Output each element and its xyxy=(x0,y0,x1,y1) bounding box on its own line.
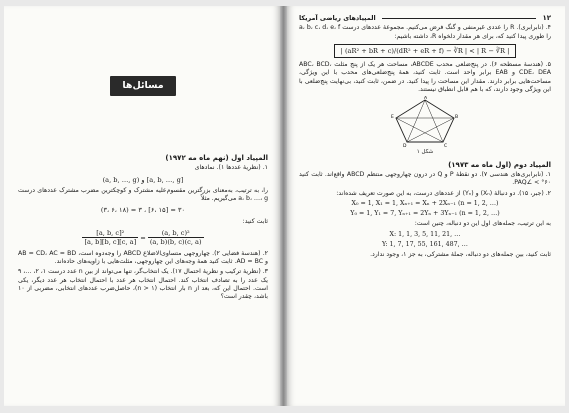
svg-text:D: D xyxy=(403,144,407,149)
sequence-y-definition: Y₀ = 1, Y₁ = 7, Yₙ₊₁ = 2Yₙ + 3Yₙ₋₁ (n = 1, 2, …) xyxy=(350,210,500,218)
figure-caption: شکل ۱ xyxy=(416,149,434,156)
problem-1-identity: $\frac{\text{[a, b, c]²}}{[a, b][b, c][c, a]}$ = $\frac{\text{(a, b, c)²}}{(a, b)(b, c)(c, a)}$ xyxy=(84,229,202,247)
page-number: ۱۲ xyxy=(542,14,551,22)
olympiad-1-title: المپیاد اول (نهم ماه مه ۱۹۷۲) xyxy=(165,154,268,162)
svg-text:A: A xyxy=(424,96,428,102)
identity-lhs: $\frac{\text{[a, b, c]²}}{[a, b][b, c][c, a]}$ xyxy=(84,229,137,247)
identity-rhs: $\frac{\text{(a, b, c)²}}{(a, b)(b, c)(c, a)}$ xyxy=(149,229,202,247)
sequence-y-terms: Y: 1, 7, 17, 55, 161, 487, … xyxy=(382,241,468,249)
sequence-x-terms: X: 1, 1, 3, 5, 11, 21, … xyxy=(389,230,461,238)
problem-1-heading: ۱. (نظریهٔ عددها ۱). نمادهای xyxy=(194,164,268,172)
pentagon-diagram xyxy=(390,96,460,148)
svg-text:B: B xyxy=(455,115,459,121)
sequence-x-definition: X₀ = 1, X₁ = 1, Xₙ₊₁ = Xₙ + 2Xₙ₋₁ (n = 1, 2, …) xyxy=(351,199,499,207)
problems-banner: مسائل‌ها xyxy=(110,76,176,96)
problem-3-text: ۳. (نظریهٔ ترکیب و نظریهٔ احتمال ۱۷). یک انتخاب‌گر، تنها می‌تواند از بین n عدد درست ۱، ۲، …، ۹ یک عدد را به تصادف انتخاب کند. احتمال انتخاب هر عدد با احتمال انتخاب هر عدد دیگر، یکی است. احتمال این که، بعد از n بار انتخاب (n > ۱)، حاصل‌ضرب عددهای انتخابی، مضربی از ۱۰ باشد، چقدر است؟ xyxy=(18,268,268,301)
problem-1-text: را، به ترتیب، به‌معنای بزرگترین مقسوم‌علیه مشترک و کوچکترین مضرب مشترک عددهای درست a، b، …، g می‌گیریم. مثلاً xyxy=(18,186,268,203)
right-page xyxy=(287,6,565,406)
svg-text:E: E xyxy=(391,115,394,121)
problem-4-formula: | (aR² + bR + c)/(dR² + eR + f) − ∛R | < | R − ∛R | xyxy=(299,44,551,58)
problem-1-prove: ثابت کنید: xyxy=(242,217,268,225)
problem-4-text: ۴. (نابرابری). R را عددی غیرمنفی و گنگ فرض می‌کنیم. مجموعهٔ عددهای درست a، b، c، d، e، f را طوری پیدا کنید که، برای هر مقدار دلخواه R، داشته باشیم: xyxy=(299,24,551,40)
header-rule xyxy=(382,18,537,19)
book-gutter xyxy=(280,6,287,406)
o2-problem-2-text-3: ثابت کنید، بین جمله‌های دو دنباله، جملهٔ مشترکی، به جز ۱، وجود ندارد. xyxy=(370,251,551,259)
problem-1-notation: (a, b, …, g) و [a, b, …, g] xyxy=(102,175,184,184)
pentagon-figure xyxy=(390,96,460,148)
olympiad-2-title: المپیاد دوم (اول ماه مه ۱۹۷۳) xyxy=(448,160,551,169)
running-title: المپیادهای ریاضی آمریکا xyxy=(299,14,376,22)
problem-2-text: ۲. (هندسهٔ فضایی ۲). چهاروجهی متساوی‌الاضلاع ABCD را وجه‌دوه است، AB = CD، AC = BD و AD = BC. ثابت کنید همهٔ وجه‌های این چهاروجهی، مثلث‌هایی با زاویه‌های حاده‌اند. xyxy=(18,249,268,265)
o2-problem-2-text-2: به این ترتیب، جمله‌های اول این دو دنباله، چنین است: xyxy=(414,220,551,228)
problem-5-text: ۵. (هندسهٔ مسطحه ۶). در پنج‌ضلعی محدب ABCDE، مساحت هر یک از پنج مثلث ABC، BCD، CDE، DEA و EAB برابر واحد است. ثابت کنید، همهٔ پنج‌ضلعی‌های محدب با این ویژگی، مساحت‌هایی برابر دارند. مقدار این مساحت را پیدا کنید. در ضمن، ثابت کنید، بی‌نهایت پنج‌ضلعی با این ویژگی وجود دارند، که با هم قابل انطباق نیستند. xyxy=(299,61,551,94)
o2-problem-1-text: ۱. (نابرابری‌های هندسی ۷). دو نقطهٔ P و Q در درون چهاروجهی منتظم ABCD واقع‌اند. ثابت کنید PAQ∠ < °۶۰. xyxy=(299,170,551,187)
running-header xyxy=(299,14,551,24)
o2-problem-2-text: ۲. (جبر، ۱۵). دو دنبالهٔ (Xₙ) و (Yₙ) از عددهای درست، به این صورت تعریف شده‌اند: xyxy=(336,189,551,197)
problem-1-example: (۳، ۶، ۱۸) = ۳ ، [۶، ۱۵] = ۳۰ xyxy=(100,206,186,215)
left-page xyxy=(4,6,280,406)
svg-text:C: C xyxy=(444,144,448,149)
